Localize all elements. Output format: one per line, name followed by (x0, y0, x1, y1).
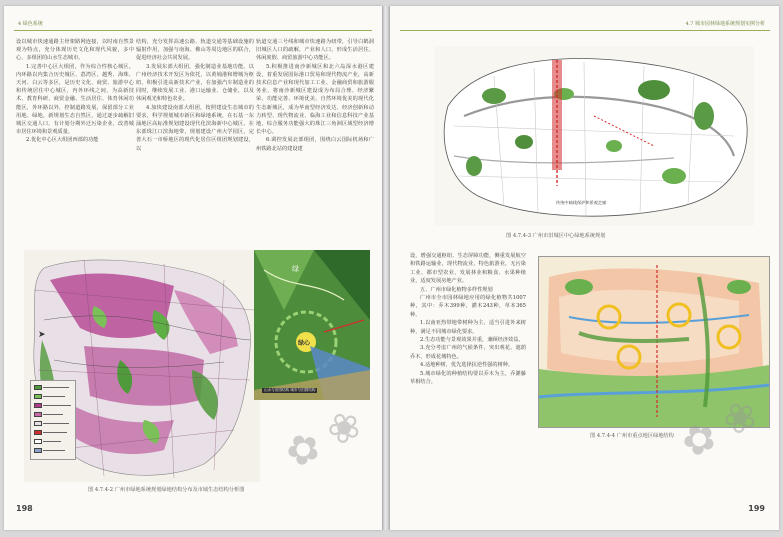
inset-label-green: 绿 (292, 265, 299, 273)
page-number-left: 198 (16, 504, 33, 513)
legend-text-line (43, 423, 69, 424)
legend-swatch (34, 412, 42, 417)
figure-ecological-inset (254, 250, 370, 400)
figure-caption-4-7-4-2: 图 4.7.4-2 广州市绿地系统规划绿地结构分布及市域生态结构分析图 (88, 487, 245, 493)
paragraph: 2.生态功能与景观效果并重，兼顾经济效益。 (420, 337, 524, 344)
paragraph: 6.调控发展北部组团，围绕白云国际机场和广州铁路北站的建设建 (256, 137, 374, 152)
key-district-map-graphic (539, 257, 769, 427)
legend-text-line (43, 432, 67, 433)
paragraph: 3.发展东部大组团，强化制造业基地功能。以广州经济技术开发区为依托，以黄埔港和增城为枢纽，积极引进高新技术产业，在加强汽车制造业的同时，继续发展工业、港口运输业、仓储业，以及休闲观光和特色农业。 (136, 63, 254, 103)
watermark-stamp: ✿ ❀ (673, 389, 766, 469)
paragraph: 3.充分考虑广州的气候条件，突出观花、遮荫乔木，形成花城特色。 (410, 345, 526, 360)
legend-swatch (34, 403, 42, 408)
old-city-map-graphic (434, 46, 754, 226)
paragraph: 4.适地种树，优先选择抗逆性强的树种。 (420, 362, 514, 369)
left-page (4, 6, 382, 530)
running-head-left: 4 绿色系统 (18, 21, 43, 27)
paragraph: 5.积极推进南沙新城区和北六岛深水港区建设，着重发展国际港口贸易和现代物流产业，高新技术信息产业和现代加工工业、金融商贸和旅游服务业，将南沙新城区建设成为布局合理、经济繁荣、功能完善、环境优美、自然环境优美的现代化生态新城区，成为华南型经济发达、经济创新和动力转型、现代物流业、临海工业和信息科技产业基地，综合服务功能强大的珠江三角洲区域型经济增长中心。 (256, 63, 374, 136)
text-column-3 (256, 38, 374, 153)
legend-text-line (43, 414, 63, 415)
legend-swatch (34, 448, 42, 453)
figure-greenspace-map (24, 250, 260, 482)
legend-swatch (34, 421, 42, 426)
book-gutter (382, 6, 390, 530)
paragraph: 1.完善中心区大组团，作为综合性核心城区。内环路以内集合历史城区、荔湾区、越秀、海珠、天河、白云等多区，是历史文化、商贸、旅游中心和传统居住中心城区，内外环线之间，为高新技术、教育科研、商贸金融、生活居住、体育休闲功能区，外环路以外，控制道路发展，保留部分工业用地、绿地，新规划生态自然区，通过逐步疏解旧城区交通人口，有计划分期外迁污染企业，改善城市居住环境和景观质量。 (16, 63, 134, 136)
paragraph: 设，增强交通枢纽、生态屏障功能，侧重发展航空和铁路运输业，现代物流业，特色旅游业，无污染工业，都市型农业，发展林业和粮食、水果种植业，适度发展房地产业。 (410, 253, 526, 285)
legend-text-line (43, 396, 65, 397)
header-rule-left (14, 30, 372, 31)
legend-text-line (43, 387, 69, 388)
north-arrow-icon: ➤ (38, 330, 46, 340)
ecological-structure-graphic (254, 250, 370, 400)
paragraph: 结构，充分发挥高速公路、轨道交通等基础设施的辐射作用，加强与南海、佛山等周边地区的联合，促进经济社会共同发展。 (136, 39, 254, 62)
map-legend (30, 380, 76, 460)
text-column-2 (136, 38, 254, 153)
map-annotation-axis: 传统中轴线保护和景观走廊 (556, 200, 607, 205)
legend-text-line (43, 450, 65, 451)
inset-caption-strip: 山水与田园结构 城市与田园结构 (264, 388, 316, 392)
legend-text-line (43, 405, 71, 406)
figure-old-city-green-system (434, 46, 754, 226)
text-column-1 (16, 38, 134, 145)
inset-label-green-heart: 绿心 (298, 340, 311, 347)
legend-swatch (34, 385, 42, 390)
page-number-right: 199 (748, 504, 765, 513)
paragraph: 广州市全市园林绿地应用的绿化植物共1007种，其中：乔木399种，灌木243种，草本365种。 (410, 295, 526, 318)
paragraph: 轨道交通三号线和城市快速路为纽带，引导白鹤洞旧城区人口的疏解，产业和人口，形成生活居住、休闲度假、商贸旅游中心功能区。 (256, 39, 374, 62)
figure-caption-4-7-4-3: 图 4.7.4-3 广州市旧城区中心绿地系统规划 (506, 233, 606, 239)
paragraph: 4.加快建设南部大组团，按照建设生态城市的要求，科学规划城市新区和绿地系统，在石基一东涌地区高标准规划建设现代化滨海新中心城区。在东部珠江口滨海地带，规划建设广州大学园区，完善大石一市桥地区的现代化居住区组团规划建设，以 (136, 104, 254, 152)
running-head-right: 4.7 城市园林绿地系统规划实例分析 (685, 21, 765, 27)
right-page (390, 6, 779, 530)
text-column-right (410, 252, 526, 387)
figure-key-district-green-structure (538, 256, 770, 428)
paragraph: 1.以南亚热带地带树种为主，适当引进外来树种，满足不同城市绿化要求。 (410, 320, 526, 335)
legend-text-line (43, 441, 61, 442)
paragraph: 2.优化中心区大组团西部的功能 (26, 137, 99, 144)
legend-swatch (34, 394, 42, 399)
paragraph: 设以城市快速通路主骨架路网连接，以时南自然景观为特点，充分体现历史文化和现代风貌，多中心、多组团的山水生态城市。 (16, 39, 134, 62)
watermark-stamp: ✿ ❀ (277, 399, 370, 479)
section-heading: 五、广州市绿化植物多样性规划 (420, 286, 493, 293)
paragraph: 5.城市绿化的种植结构要以乔木为主，乔灌藤草相结合。 (410, 370, 526, 386)
header-rule-right (400, 30, 770, 31)
figure-caption-4-7-4-4: 图 4.7.4-4 广州市重点地区绿地结构 (590, 433, 674, 439)
legend-swatch (34, 439, 42, 444)
legend-swatch (34, 430, 42, 435)
